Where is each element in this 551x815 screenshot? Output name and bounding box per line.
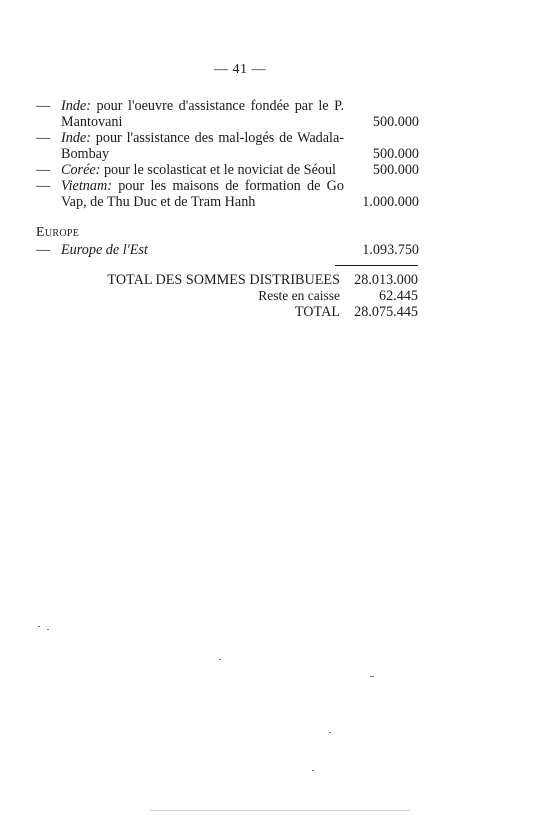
cash-label: Reste en caisse [258, 288, 340, 303]
grand-total-label: TOTAL [294, 304, 340, 320]
entry-amount: 1.093.750 [362, 242, 419, 258]
list-item [36, 130, 419, 162]
entry-place: Vietnam: [61, 178, 112, 194]
scan-speck [370, 676, 374, 677]
entry-place: Europe de l'Est [61, 242, 148, 258]
entry-amount: 500.000 [372, 114, 419, 130]
entry-description [36, 162, 356, 178]
entry-dash: — [36, 98, 51, 114]
entry-place: Inde: [61, 98, 91, 114]
entry-description [36, 130, 344, 162]
entry-dash: — [36, 178, 51, 194]
scan-speck [312, 770, 314, 771]
entry-text: pour les maisons de formation de Go Vap, de Thu Duc et de Tram Hanh [61, 178, 344, 210]
entry-text: pour l'oeuvre d'assistance fondée par le P. Mantovani [61, 98, 344, 130]
cash-amount: 62.445 [378, 288, 418, 304]
scan-speck [47, 629, 49, 630]
list-item [36, 98, 419, 130]
entry-dash: — [36, 242, 51, 258]
total-distributed-amount: 28.013.000 [354, 272, 418, 288]
grand-total-amount: 28.075.445 [354, 304, 418, 320]
list-item [36, 162, 419, 178]
entry-description [36, 98, 344, 130]
total-rule [335, 265, 418, 266]
page-number: — 41 — [214, 62, 266, 77]
entry-place: Corée: [61, 162, 101, 178]
entry-description [36, 242, 344, 258]
entry-amount: 500.000 [372, 146, 419, 162]
section-heading: Europe [36, 225, 80, 240]
scan-speck [219, 659, 221, 660]
entry-text: pour l'assistance des mal-logés de Wadala-Bombay [61, 130, 344, 162]
entry-dash: — [36, 130, 51, 146]
entry-amount: 1.000.000 [362, 194, 419, 210]
entry-dash: — [36, 162, 51, 178]
list-item [36, 178, 419, 210]
entry-amount: 500.000 [372, 162, 419, 178]
scan-speck [329, 732, 331, 733]
scan-speck [38, 626, 40, 627]
entry-place: Inde: [61, 130, 91, 146]
total-distributed-label: TOTAL DES SOMMES DISTRIBUEES [107, 272, 340, 288]
entry-text: pour le scolasticat et le noviciat de Séoul [100, 162, 337, 178]
list-item [36, 242, 419, 258]
scan-edge [150, 810, 410, 811]
entry-description [36, 178, 344, 210]
